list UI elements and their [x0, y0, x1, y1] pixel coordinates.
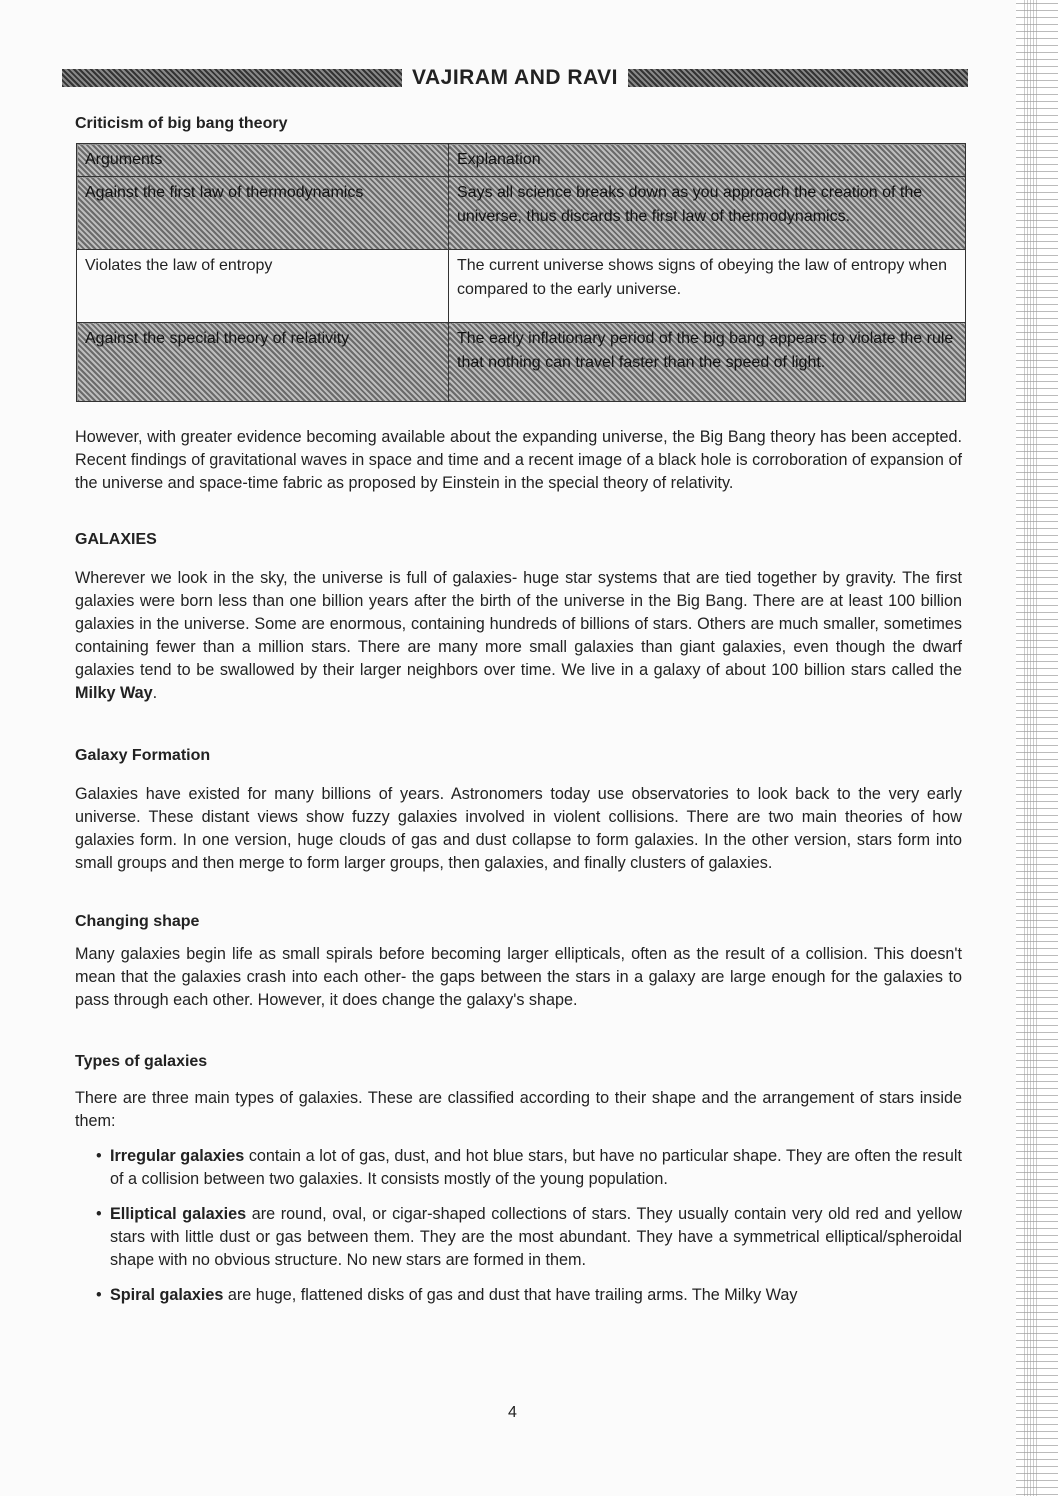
type-text: contain a lot of gas, dust, and hot blue stars, but have no particular shape. They are often the result of a collision between two galaxies. It consists mostly of the young population. [110, 1147, 962, 1188]
galaxies-heading: GALAXIES [75, 531, 157, 548]
header-title: VAJIRAM AND RAVI [412, 66, 618, 89]
page-number: 4 [508, 1404, 517, 1421]
shape-heading: Changing shape [75, 913, 200, 930]
list-item [110, 1284, 962, 1307]
argument-cell: Against the first law of thermodynamics [77, 177, 449, 250]
types-heading: Types of galaxies [75, 1053, 208, 1070]
column-header: Explanation [449, 144, 966, 177]
table-row [77, 250, 966, 323]
type-name: Elliptical galaxies [110, 1205, 247, 1223]
milky-way-term: Milky Way [75, 684, 153, 702]
criticism-table [76, 143, 966, 402]
galaxies-paragraph: Wherever we look in the sky, the universe is full of galaxies- huge star systems that are tied together by gravity. The first galaxies were born less than one billion years after the birth of the universe in the Big Bang. There are at least 100 billion galaxies in the universe. Some are enormous, containing hundreds of billions of stars. Others are much smaller, sometimes containing fewer than a million stars. There are many more small galaxies than giant galaxies, even though the dwarf galaxies tend to be swallowed by their larger neighbors over time. We live in a galaxy of about 100 billion stars called the Milky Way. [75, 569, 962, 702]
shape-paragraph: Many galaxies begin life as small spirals before becoming larger ellipticals, often as the result of a collision. This doesn't mean that the galaxies crash into each other- the gaps between the stars in a galaxy are large enough for the galaxies to pass through each other. However, it does change the galaxy's shape. [75, 945, 962, 1009]
scan-edge [1016, 0, 1058, 1496]
table-row [77, 177, 966, 250]
list-item [110, 1145, 962, 1191]
argument-cell: Violates the law of entropy [77, 250, 449, 323]
header-banner [62, 66, 968, 90]
criticism-conclusion: However, with greater evidence becoming available about the expanding universe, the Big Bang theory has been accepted. Recent findings of gravitational waves in space and time and a recent image of a black hole is corroboration of expansion of the universe and space-time fabric as proposed by Einstein in the special theory of relativity. [75, 428, 962, 492]
formation-heading: Galaxy Formation [75, 747, 211, 764]
criticism-heading: Criticism of big bang theory [75, 115, 288, 132]
banner-bar-right [628, 69, 968, 87]
column-header: Arguments [77, 144, 449, 177]
banner-bar-left [62, 69, 402, 87]
argument-cell: Against the special theory of relativity [77, 323, 449, 402]
list-item [110, 1203, 962, 1272]
explanation-cell: Says all science breaks down as you approach the creation of the universe, thus discards the first law of thermodynamics. [449, 177, 966, 250]
table-row [77, 323, 966, 402]
type-text: are huge, flattened disks of gas and dust that have trailing arms. The Milky Way [223, 1286, 798, 1304]
galaxies-text: Wherever we look in the sky, the universe is full of galaxies- huge star systems that are tied together by gravity. The first galaxies were born less than one billion years after the birth of the universe in the Big Bang. There are at least 100 billion galaxies in the universe. Some are enormous, containing hundreds of billions of stars. Others are much smaller, sometimes containing fewer than a million stars. There are many more small galaxies than giant galaxies, even though the dwarf galaxies tend to be swallowed by their larger neighbors over time. We live in a galaxy of about 100 billion stars called the [75, 569, 962, 679]
type-text: are round, oval, or cigar-shaped collections of stars. They usually contain very old red and yellow stars with little dust or gas between them. They are the most abundant. They have a symmetrical elliptical/spheroidal shape with no obvious structure. No new stars are formed in them. [110, 1205, 962, 1269]
types-paragraph: There are three main types of galaxies. These are classified according to their shape and the arrangement of stars inside them: [75, 1089, 962, 1130]
type-name: Irregular galaxies [110, 1147, 245, 1165]
explanation-cell: The current universe shows signs of obeying the law of entropy when compared to the early universe. [449, 250, 966, 323]
type-name: Spiral galaxies [110, 1286, 224, 1304]
table-header-row [77, 144, 966, 177]
explanation-cell: The early inflationary period of the big bang appears to violate the rule that nothing can travel faster than the speed of light. [449, 323, 966, 402]
formation-paragraph: Galaxies have existed for many billions of years. Astronomers today use observatories to look back to the very early universe. These distant views show fuzzy galaxies involved in violent collisions. There are two main theories of how galaxies form. In one version, huge clouds of gas and dust collapse to form galaxies. In the other version, stars form into small groups and then merge to form larger groups, then galaxies, and finally clusters of galaxies. [75, 785, 962, 872]
galaxy-types-list [110, 1145, 962, 1319]
